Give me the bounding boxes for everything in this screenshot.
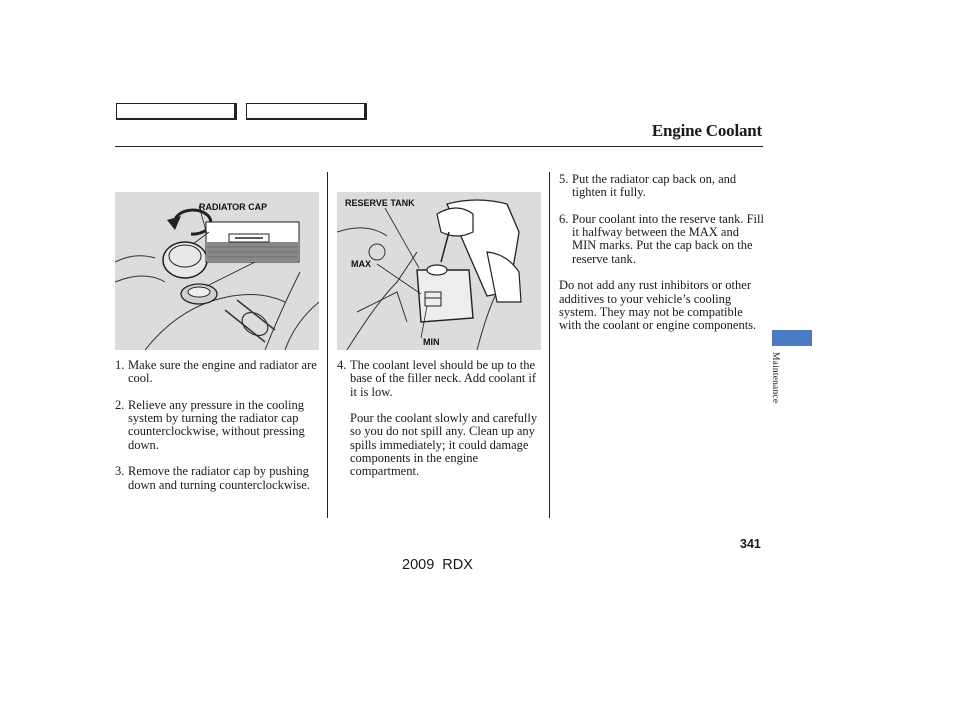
step-2: 2. Relieve any pressure in the cooling system by turning the radiator cap counterclockwise, without pressing down. (115, 397, 305, 452)
additives-note: Do not add any rust inhibitors or other additives to your vehicle’s cooling system. They may not be compatible with the coolant or engine components. (559, 278, 757, 333)
step-6: 6. Pour coolant into the reserve tank. Fill it halfway between the MAX and MIN marks. Put the cap back on the reserve tank. (559, 211, 764, 266)
step-5: 5. Put the radiator cap back on, and tighten it fully. (559, 172, 737, 200)
radiator-cap-label: RADIATOR CAP (199, 202, 268, 212)
header-rule (115, 146, 763, 147)
step-1: 1. Make sure the engine and radiator are cool. (115, 358, 317, 386)
step-3: 3. Remove the radiator cap by pushing down and turning counterclockwise. (115, 464, 310, 492)
page-number: 341 (740, 537, 761, 551)
min-label: MIN (423, 337, 440, 347)
column-divider-2 (549, 172, 550, 518)
pouring-note: Pour the coolant slowly and carefully so you do not spill any. Clean up any spills immediately; it could damage components in the engine compartment. (350, 411, 538, 479)
column-1 (115, 359, 323, 492)
reserve-tank-figure (337, 192, 541, 350)
column-2 (337, 359, 542, 479)
column-divider-1 (327, 172, 328, 518)
section-tab-label: Maintenance (770, 352, 780, 404)
radiator-cap-illustration (115, 192, 319, 350)
radiator-cap-figure (115, 192, 319, 350)
nav-button-1[interactable] (116, 103, 237, 120)
reserve-tank-illustration (337, 192, 541, 350)
reserve-tank-label: RESERVE TANK (345, 198, 415, 208)
nav-button-2[interactable] (246, 103, 367, 120)
max-label: MAX (351, 259, 371, 269)
step-4: 4. The coolant level should be up to the base of the filler neck. Add coolant if it is low. (337, 358, 537, 399)
page-title: Engine Coolant (651, 121, 762, 140)
column-3 (559, 173, 765, 333)
section-tab[interactable] (772, 330, 812, 346)
footer-model: 2009 RDX (402, 557, 473, 573)
